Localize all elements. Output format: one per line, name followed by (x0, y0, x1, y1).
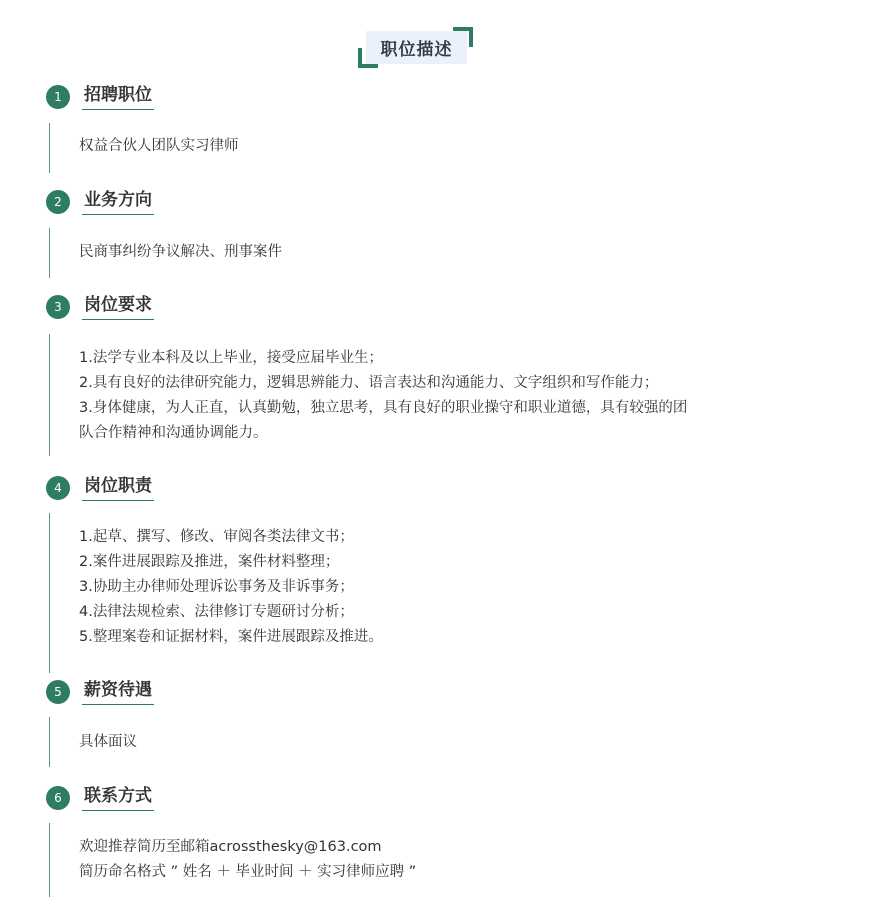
section-body-position (49, 123, 789, 173)
body-line: 3.协助主办律师处理诉讼事务及非诉事务； (79, 579, 354, 595)
section-number-badge: 1 (46, 85, 70, 109)
section-body-business (49, 228, 789, 278)
body-line: 1.法学专业本科及以上毕业，接受应届毕业生； (79, 350, 383, 366)
section-header-business (46, 188, 154, 216)
body-line: 3.身体健康，为人正直，认真勤勉，独立思考，具有良好的职业操守和职业道德，具有较强的团 (79, 400, 688, 416)
section-number-badge: 3 (46, 295, 70, 319)
section-heading: 招聘职位 (82, 84, 154, 110)
section-heading: 薪资待遇 (82, 679, 154, 705)
page-title: 职位描述 (366, 31, 467, 64)
body-line: 民商事纠纷争议解决、刑事案件 (79, 244, 282, 260)
page-title-frame (358, 27, 473, 68)
body-line: 5.整理案卷和证据材料，案件进展跟踪及推进。 (79, 629, 383, 645)
section-body-contact (49, 823, 789, 897)
section-body-requirements (49, 334, 789, 456)
section-header-salary (46, 678, 154, 706)
section-number-badge: 6 (46, 786, 70, 810)
section-heading: 业务方向 (82, 189, 154, 215)
section-header-position (46, 83, 154, 111)
body-line: 具体面议 (79, 734, 137, 750)
section-header-duties (46, 474, 154, 502)
body-line: 1.起草、撰写、修改、审阅各类法律文书； (79, 529, 354, 545)
section-body-duties (49, 513, 789, 673)
section-number-badge: 4 (46, 476, 70, 500)
section-heading: 岗位要求 (82, 294, 154, 320)
body-line: 队合作精神和沟通协调能力。 (79, 425, 268, 441)
section-number-badge: 2 (46, 190, 70, 214)
body-line-email: 欢迎推荐简历至邮箱acrossthesky@163.com (79, 839, 382, 855)
section-header-requirements (46, 293, 154, 321)
section-heading: 岗位职责 (82, 475, 154, 501)
body-line: 4.法律法规检索、法律修订专题研讨分析； (79, 604, 354, 620)
body-line: 2.案件进展跟踪及推进，案件材料整理； (79, 554, 340, 570)
body-line: 2.具有良好的法律研究能力，逻辑思辨能力、语言表达和沟通能力、文字组织和写作能力； (79, 375, 659, 391)
section-heading: 联系方式 (82, 785, 154, 811)
section-number-badge: 5 (46, 680, 70, 704)
body-line-naming-format: 简历命名格式 ” 姓名 ＋ 毕业时间 ＋ 实习律师应聘 ” (79, 864, 417, 880)
body-line: 权益合伙人团队实习律师 (79, 138, 239, 154)
section-header-contact (46, 784, 154, 812)
section-body-salary (49, 717, 789, 767)
